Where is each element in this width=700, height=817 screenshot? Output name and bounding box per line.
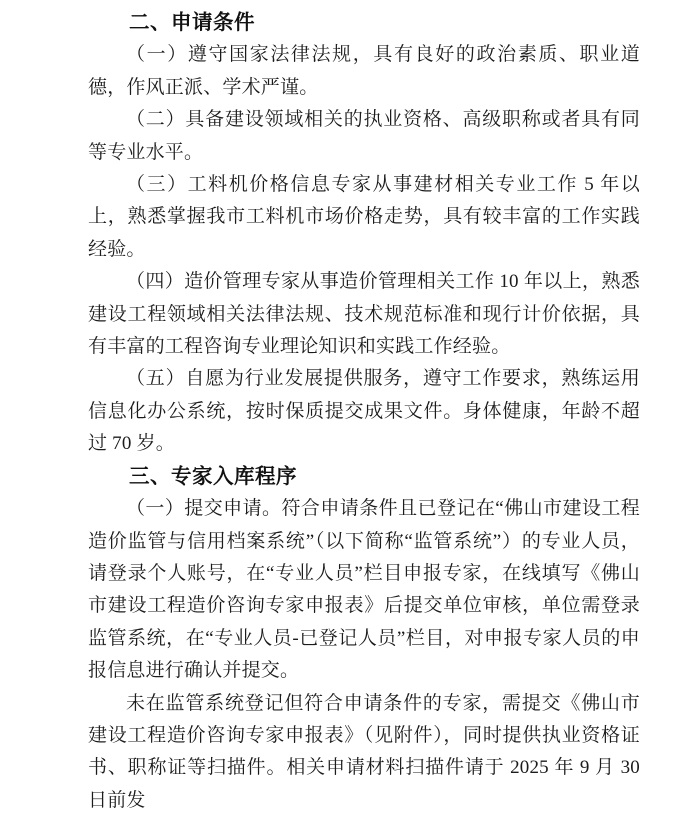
section-heading-application-conditions: 二、申请条件 [129, 11, 255, 34]
paragraph-condition-2: （二）具备建设领域相关的执业资格、高级职称或者具有同等专业水平。 [88, 109, 640, 163]
paragraph-condition-4: （四）造价管理专家从事造价管理相关工作 10 年以上，熟悉建设工程领域相关法律法规、技术规范标准和现行计价依据，具有丰富的工程咨询专业理论知识和实践工作经验。 [88, 271, 640, 358]
paragraph-condition-5: （五）自愿为行业发展提供服务，遵守工作要求，熟练运用信息化办公系统，按时保质提交成果文件。身体健康，年龄不超过 70 岁。 [88, 368, 640, 455]
section-heading-expert-entry-procedure: 三、专家入库程序 [129, 464, 297, 488]
paragraph-condition-3: （三）工料机价格信息专家从事建材相关专业工作 5 年以上，熟悉掌握我市工料机市场价格走势，具有较丰富的工作实践经验。 [88, 174, 640, 260]
paragraph-procedure-unregistered-experts: 未在监管系统登记但符合申请条件的专家，需提交《佛山市建设工程造价咨询专家申报表》（见附件），同时提供执业资格证书、职称证等扫描件。相关申请材料扫描件请于 2025 年 9 月 30 日前发 [88, 692, 640, 811]
paragraph-procedure-submit-application: （一）提交申请。符合申请条件且已登记在“佛山市建设工程造价监管与信用档案系统”（以下简称“监管系统”）的专业人员，请登录个人账号，在“专业人员”栏目申报专家，在线填写《佛山市建设工程造价咨询专家申报表》后提交单位审核，单位需登录监管系统，在“专业人员-已登记人员”栏目，对申报专家人员的申报信息进行确认并提交。 [88, 498, 640, 682]
paragraph-condition-1: （一）遵守国家法律法规，具有良好的政治素质、职业道德，作风正派、学术严谨。 [88, 44, 640, 98]
